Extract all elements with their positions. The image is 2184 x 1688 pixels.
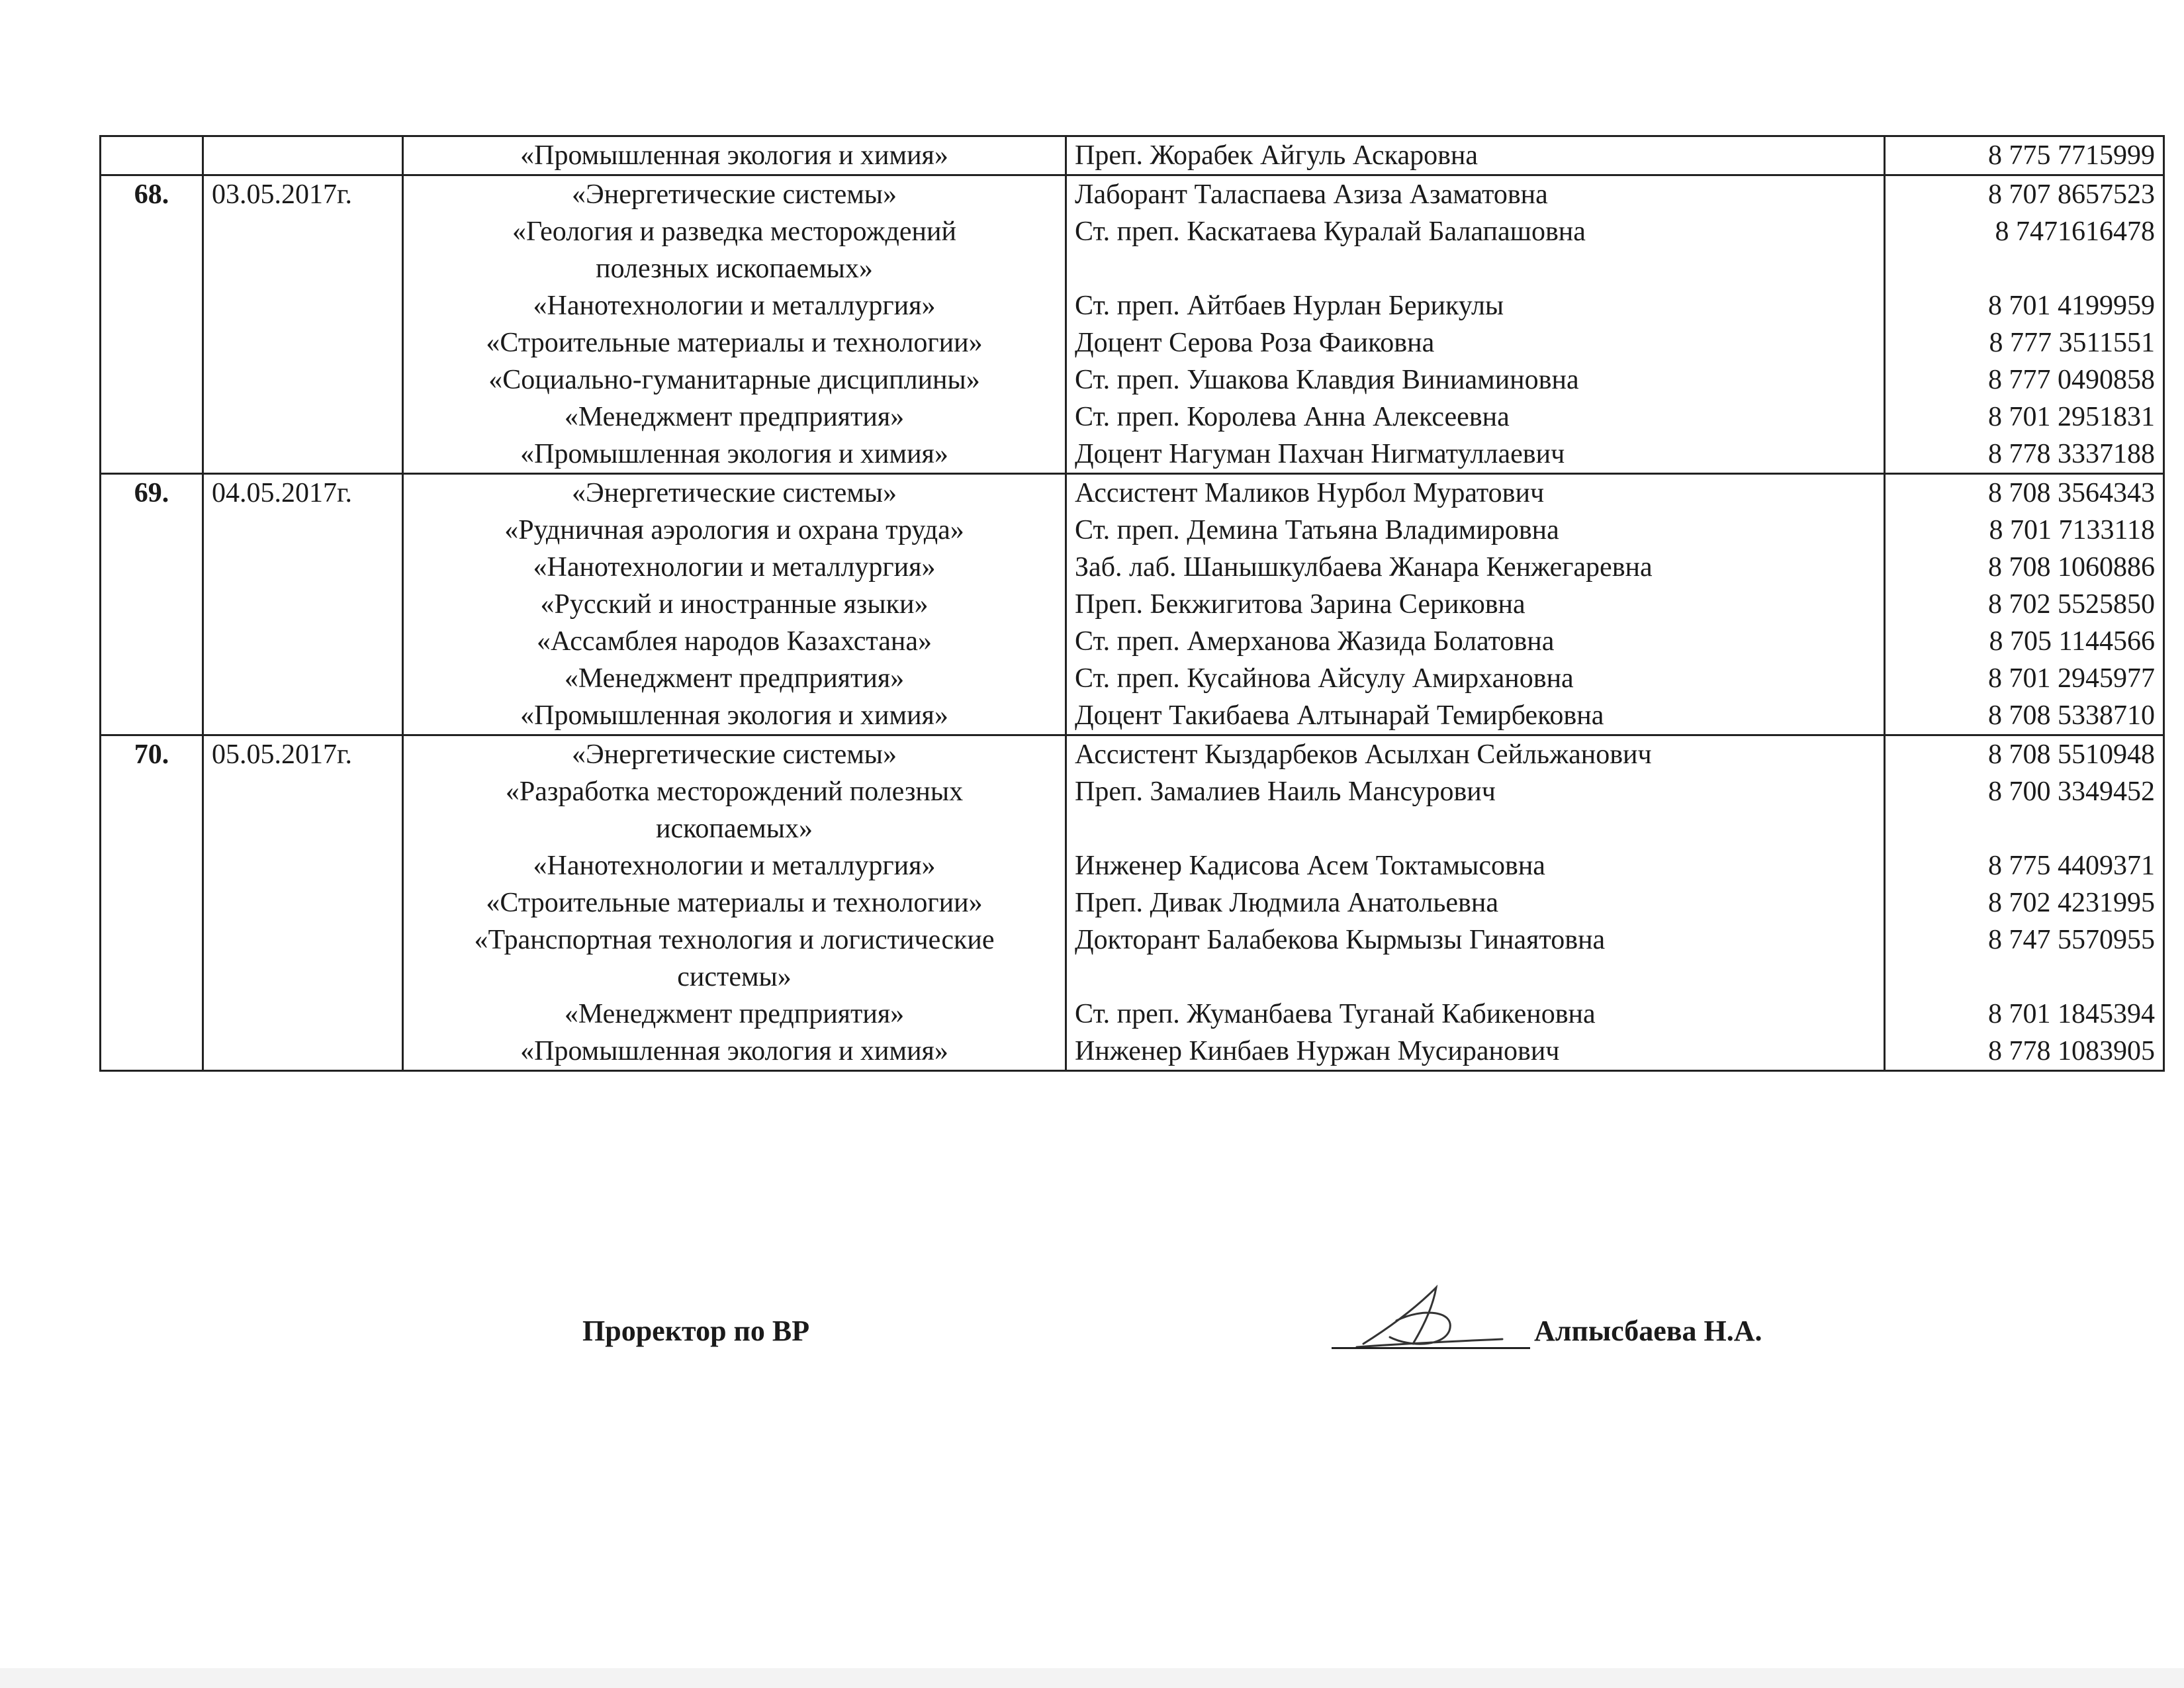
row-number	[109, 436, 194, 473]
row-number	[109, 1033, 194, 1070]
row-number-cell	[101, 773, 203, 847]
date-cell	[203, 921, 403, 996]
person-cell	[1066, 586, 1885, 623]
row-number-cell	[101, 660, 203, 697]
phone-cell	[1885, 921, 2164, 996]
duty-date	[212, 921, 394, 959]
department-name: «Промышленная экология и химия»	[520, 700, 948, 731]
duty-date	[212, 436, 394, 473]
table-row	[101, 1033, 2164, 1071]
phone-number: 8 708 3564343	[1988, 478, 2155, 508]
person-name: Ст. преп. Айтбаев Нурлан Берикулы	[1075, 291, 1504, 321]
person-name: Преп. Замалиев Наиль Мансурович	[1075, 776, 1496, 807]
person-cell	[1066, 921, 1885, 996]
department-cell	[403, 773, 1066, 847]
table-row	[101, 884, 2164, 921]
date-cell	[203, 436, 403, 474]
department-name: системы»	[677, 962, 792, 992]
person-cell	[1066, 287, 1885, 324]
department-cell	[403, 884, 1066, 921]
table-row	[101, 697, 2164, 735]
phone-number: 8 747 5570955	[1988, 925, 2155, 955]
row-number	[109, 512, 194, 549]
person-cell	[1066, 474, 1885, 512]
person-cell	[1066, 436, 1885, 474]
department-name: «Энергетические системы»	[571, 478, 897, 508]
department-name: «Энергетические системы»	[571, 739, 897, 770]
phone-cell	[1885, 847, 2164, 884]
phone-number: 8 701 2951831	[1988, 402, 2155, 432]
department-cell	[403, 136, 1066, 175]
department-name: «Менеджмент предприятия»	[564, 663, 905, 694]
department-cell	[403, 399, 1066, 436]
department-cell	[403, 660, 1066, 697]
date-cell	[203, 697, 403, 735]
phone-number: 8 702 4231995	[1988, 888, 2155, 918]
phone-cell	[1885, 361, 2164, 399]
department-name: «Нанотехнологии и металлургия»	[533, 851, 936, 881]
person-name	[1075, 810, 1876, 847]
phone-cell	[1885, 512, 2164, 549]
table-row	[101, 773, 2164, 847]
table-row	[101, 361, 2164, 399]
person-name: Доцент Серова Роза Фаиковна	[1075, 328, 1435, 358]
department-name: «Транспортная технология и логистические	[474, 925, 995, 955]
person-name: Доцент Такибаева Алтынарай Темирбековна	[1075, 700, 1604, 731]
date-cell	[203, 287, 403, 324]
table-row	[101, 586, 2164, 623]
person-cell	[1066, 623, 1885, 660]
row-number-cell	[101, 847, 203, 884]
duty-date	[212, 361, 394, 399]
person-name: Лаборант Таласпаева Азиза Азаматовна	[1075, 179, 1548, 210]
phone-cell	[1885, 697, 2164, 735]
row-number-cell	[101, 586, 203, 623]
date-cell	[203, 735, 403, 774]
phone-cell	[1885, 1033, 2164, 1071]
row-number-cell	[101, 697, 203, 735]
department-cell	[403, 175, 1066, 214]
table-row	[101, 136, 2164, 175]
table-row	[101, 512, 2164, 549]
person-cell	[1066, 399, 1885, 436]
duty-date	[212, 697, 394, 734]
row-number-cell	[101, 213, 203, 287]
row-number	[109, 773, 194, 810]
row-number-cell	[101, 324, 203, 361]
date-cell	[203, 175, 403, 214]
department-name: «Русский и иностранные языки»	[540, 589, 929, 620]
phone-number: 8 777 0490858	[1988, 365, 2155, 395]
table-row	[101, 847, 2164, 884]
duty-date	[212, 660, 394, 697]
row-number	[109, 361, 194, 399]
row-number	[109, 921, 194, 959]
signature-block	[0, 1307, 2184, 1367]
date-cell	[203, 474, 403, 512]
person-name: Заб. лаб. Шанышкулбаева Жанара Кенжегаревна	[1075, 552, 1653, 583]
date-cell	[203, 361, 403, 399]
row-number-cell	[101, 436, 203, 474]
table-row	[101, 399, 2164, 436]
duty-date	[212, 137, 394, 174]
person-name: Ст. преп. Демина Татьяна Владимировна	[1075, 515, 1559, 545]
phone-number: 8 701 2945977	[1988, 663, 2155, 694]
department-cell	[403, 361, 1066, 399]
department-cell	[403, 436, 1066, 474]
row-number-cell	[101, 549, 203, 586]
person-cell	[1066, 549, 1885, 586]
duty-date	[212, 549, 394, 586]
department-cell	[403, 697, 1066, 735]
duty-date	[212, 324, 394, 361]
phone-cell	[1885, 399, 2164, 436]
person-name: Ст. преп. Каскатаева Куралай Балапашовна	[1075, 216, 1586, 247]
department-cell	[403, 287, 1066, 324]
date-cell	[203, 884, 403, 921]
phone-cell	[1885, 213, 2164, 287]
date-cell	[203, 549, 403, 586]
department-cell	[403, 847, 1066, 884]
person-cell	[1066, 324, 1885, 361]
row-number-cell	[101, 512, 203, 549]
person-name: Ст. преп. Королева Анна Алексеевна	[1075, 402, 1510, 432]
department-name: «Строительные материалы и технологии»	[486, 888, 983, 918]
phone-cell	[1885, 287, 2164, 324]
date-cell	[203, 324, 403, 361]
date-cell	[203, 660, 403, 697]
duty-date	[212, 1033, 394, 1070]
department-cell	[403, 213, 1066, 287]
date-cell	[203, 399, 403, 436]
scan-edge-shade	[0, 1668, 2184, 1688]
department-name: «Менеджмент предприятия»	[564, 999, 905, 1029]
phone-number: 8 7471616478	[1995, 216, 2155, 247]
department-cell	[403, 586, 1066, 623]
person-name: Ст. преп. Кусайнова Айсулу Амирхановна	[1075, 663, 1574, 694]
phone-cell	[1885, 175, 2164, 214]
date-cell	[203, 996, 403, 1033]
person-name: Ассистент Кыздарбеков Асылхан Сейльжанович	[1075, 739, 1652, 770]
department-name: «Промышленная экология и химия»	[520, 439, 948, 469]
duty-date	[212, 586, 394, 623]
department-name: «Строительные материалы и технологии»	[486, 328, 983, 358]
phone-number: 8 778 3337188	[1988, 439, 2155, 469]
department-name: «Энергетические системы»	[571, 179, 897, 210]
date-cell	[203, 623, 403, 660]
date-cell	[203, 1033, 403, 1071]
phone-cell	[1885, 660, 2164, 697]
phone-cell	[1885, 623, 2164, 660]
table-row	[101, 549, 2164, 586]
phone-cell	[1885, 586, 2164, 623]
person-cell	[1066, 213, 1885, 287]
phone-cell	[1885, 474, 2164, 512]
signatory-position: Проректор по ВР	[582, 1315, 810, 1347]
department-cell	[403, 623, 1066, 660]
row-number	[109, 324, 194, 361]
department-cell	[403, 1033, 1066, 1071]
phone-cell	[1885, 324, 2164, 361]
row-number: 69.	[134, 478, 169, 508]
duty-schedule-table	[99, 135, 2165, 1072]
row-number	[109, 884, 194, 921]
department-cell	[403, 996, 1066, 1033]
department-name: «Рудничная аэрология и охрана труда»	[504, 515, 964, 545]
department-cell	[403, 921, 1066, 996]
row-number	[109, 623, 194, 660]
person-cell	[1066, 136, 1885, 175]
person-name	[1075, 959, 1876, 996]
department-name: «Ассамблея народов Казахстана»	[536, 626, 933, 657]
table-body	[101, 136, 2164, 1071]
table-row	[101, 660, 2164, 697]
phone-number: 8 707 8657523	[1988, 179, 2155, 210]
duty-date	[212, 399, 394, 436]
row-number	[109, 847, 194, 884]
phone-number: 8 701 4199959	[1988, 291, 2155, 321]
duty-date	[212, 623, 394, 660]
row-number-cell	[101, 623, 203, 660]
signature-line	[1332, 1347, 1530, 1349]
phone-number	[1893, 810, 2155, 847]
duty-date	[212, 884, 394, 921]
department-name: «Нанотехнологии и металлургия»	[533, 291, 936, 321]
row-number	[109, 399, 194, 436]
row-number-cell	[101, 287, 203, 324]
phone-number: 8 778 1083905	[1988, 1036, 2155, 1066]
duty-date	[212, 847, 394, 884]
phone-number: 8 775 4409371	[1988, 851, 2155, 881]
phone-number: 8 777 3511551	[1989, 328, 2155, 358]
date-cell	[203, 512, 403, 549]
handwritten-signature-icon	[1350, 1281, 1509, 1354]
duty-date	[212, 287, 394, 324]
department-name: «Социально-гуманитарные дисциплины»	[488, 365, 980, 395]
table-row	[101, 436, 2164, 474]
person-name: Инженер Кадисова Асем Токтамысовна	[1075, 851, 1545, 881]
person-name: Докторант Балабекова Кырмызы Гинаятовна	[1075, 925, 1606, 955]
row-number	[109, 996, 194, 1033]
phone-cell	[1885, 735, 2164, 774]
date-cell	[203, 847, 403, 884]
phone-number: 8 775 7715999	[1988, 140, 2155, 171]
phone-number	[1893, 250, 2155, 287]
person-cell	[1066, 697, 1885, 735]
phone-number: 8 701 1845394	[1988, 999, 2155, 1029]
person-name: Инженер Кинбаев Нуржан Мусиранович	[1075, 1036, 1560, 1066]
department-cell	[403, 512, 1066, 549]
person-cell	[1066, 884, 1885, 921]
person-name: Ст. преп. Амерханова Жазида Болатовна	[1075, 626, 1555, 657]
row-number-cell	[101, 996, 203, 1033]
person-cell	[1066, 361, 1885, 399]
duty-date	[212, 213, 394, 250]
table-row	[101, 735, 2164, 774]
department-name: «Менеджмент предприятия»	[564, 402, 905, 432]
row-number-cell	[101, 399, 203, 436]
row-number	[109, 697, 194, 734]
person-cell	[1066, 1033, 1885, 1071]
table-row	[101, 175, 2164, 214]
phone-number: 8 700 3349452	[1988, 776, 2155, 807]
table-row	[101, 474, 2164, 512]
row-number-cell	[101, 175, 203, 214]
row-number-cell	[101, 884, 203, 921]
person-cell	[1066, 996, 1885, 1033]
row-number	[109, 586, 194, 623]
phone-number: 8 705 1144566	[1989, 626, 2155, 657]
phone-number	[1893, 959, 2155, 996]
department-name: ископаемых»	[656, 814, 813, 844]
row-number: 68.	[134, 179, 169, 210]
phone-cell	[1885, 549, 2164, 586]
phone-number: 8 708 5510948	[1988, 739, 2155, 770]
department-cell	[403, 735, 1066, 774]
phone-cell	[1885, 136, 2164, 175]
signatory-name: Алпысбаева Н.А.	[1534, 1315, 1762, 1347]
row-number	[109, 137, 194, 174]
phone-number: 8 708 1060886	[1988, 552, 2155, 583]
phone-number: 8 708 5338710	[1988, 700, 2155, 731]
row-number	[109, 549, 194, 586]
phone-cell	[1885, 884, 2164, 921]
department-name: «Разработка месторождений полезных	[505, 776, 964, 807]
duty-date: 05.05.2017г.	[212, 739, 352, 770]
phone-number: 8 702 5525850	[1988, 589, 2155, 620]
row-number-cell	[101, 735, 203, 774]
date-cell	[203, 213, 403, 287]
date-cell	[203, 586, 403, 623]
person-name	[1075, 250, 1876, 287]
row-number	[109, 287, 194, 324]
department-name: «Промышленная экология и химия»	[520, 1036, 948, 1066]
person-cell	[1066, 175, 1885, 214]
table-row	[101, 287, 2164, 324]
row-number: 70.	[134, 739, 169, 770]
row-number-cell	[101, 921, 203, 996]
phone-cell	[1885, 996, 2164, 1033]
row-number-cell	[101, 361, 203, 399]
duty-date: 03.05.2017г.	[212, 179, 352, 210]
person-cell	[1066, 735, 1885, 774]
department-name: «Геология и разведка месторождений	[512, 216, 956, 247]
duty-date: 04.05.2017г.	[212, 478, 352, 508]
department-name: полезных ископаемых»	[596, 254, 873, 284]
row-number	[109, 660, 194, 697]
department-cell	[403, 324, 1066, 361]
table-row	[101, 996, 2164, 1033]
person-name: Ст. преп. Жуманбаева Туганай Кабикеновна	[1075, 999, 1596, 1029]
duty-date	[212, 512, 394, 549]
person-name: Доцент Нагуман Пахчан Нигматуллаевич	[1075, 439, 1565, 469]
phone-number: 8 701 7133118	[1989, 515, 2155, 545]
person-name: Ст. преп. Ушакова Клавдия Виниаминовна	[1075, 365, 1579, 395]
date-cell	[203, 773, 403, 847]
department-name: «Промышленная экология и химия»	[520, 140, 948, 171]
duty-date	[212, 996, 394, 1033]
phone-cell	[1885, 436, 2164, 474]
person-cell	[1066, 660, 1885, 697]
phone-cell	[1885, 773, 2164, 847]
row-number-cell	[101, 136, 203, 175]
person-name: Ассистент Маликов Нурбол Муратович	[1075, 478, 1545, 508]
date-cell	[203, 136, 403, 175]
person-name: Преп. Бекжигитова Зарина Сериковна	[1075, 589, 1525, 620]
table-row	[101, 324, 2164, 361]
table-row	[101, 623, 2164, 660]
person-cell	[1066, 512, 1885, 549]
row-number	[109, 213, 194, 250]
table-row	[101, 213, 2164, 287]
department-cell	[403, 474, 1066, 512]
department-name: «Нанотехнологии и металлургия»	[533, 552, 936, 583]
person-cell	[1066, 773, 1885, 847]
department-cell	[403, 549, 1066, 586]
duty-date	[212, 773, 394, 810]
person-name: Преп. Дивак Людмила Анатольевна	[1075, 888, 1498, 918]
row-number-cell	[101, 1033, 203, 1071]
row-number-cell	[101, 474, 203, 512]
person-name: Преп. Жорабек Айгуль Аскаровна	[1075, 140, 1479, 171]
table-row	[101, 921, 2164, 996]
person-cell	[1066, 847, 1885, 884]
